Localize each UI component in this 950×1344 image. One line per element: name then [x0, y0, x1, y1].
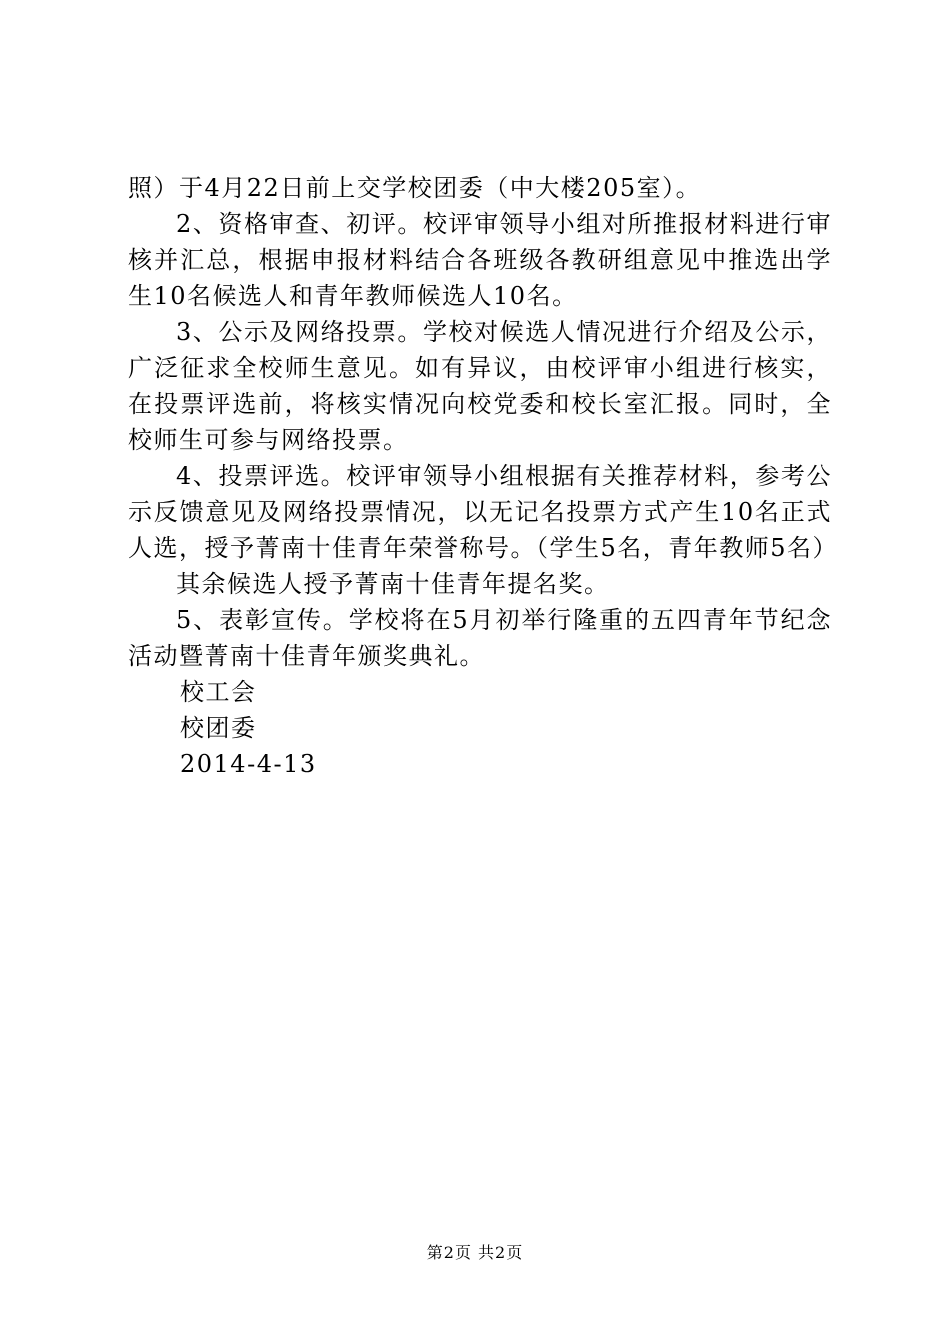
paragraph-submission-deadline: 照）于4月22日前上交学校团委（中大楼205室）。 [128, 174, 702, 202]
paragraph-qualification-review: 2、资格审查、初评。校评审领导小组对所推报材料进行审核并汇总，根据申报材料结合各班级各教研组意见中推选出学生10名候选人和青年教师候选人10名。 [128, 210, 832, 310]
paragraph-commendation: 5、表彰宣传。学校将在5月初举行隆重的五四青年节纪念活动暨菁南十佳青年颁奖典礼。 [128, 606, 832, 670]
paragraph-voting-selection: 4、投票评选。校评审领导小组根据有关推荐材料，参考公示反馈意见及网络投票情况，以无记名投票方式产生10名正式人选，授予菁南十佳青年荣誉称号。（学生5名，青年教师5名） [128, 462, 839, 562]
document-body [128, 170, 839, 782]
signature-date: 2014-4-13 [180, 750, 317, 778]
page-footer [0, 1241, 950, 1265]
signature-org-union: 校工会 [180, 678, 257, 706]
page-indicator: 第2页 共2页 [426, 1243, 524, 1262]
paragraph-publicity-and-voting: 3、公示及网络投票。学校对候选人情况进行介绍及公示，广泛征求全校师生意见。如有异议，由校评审小组进行核实，在投票评选前，将核实情况向校党委和校长室汇报。同时，全校师生可参与网络投票。 [128, 318, 832, 454]
signature-org-youth-league: 校团委 [180, 714, 257, 742]
paragraph-nomination-award: 其余候选人授予菁南十佳青年提名奖。 [176, 570, 610, 598]
